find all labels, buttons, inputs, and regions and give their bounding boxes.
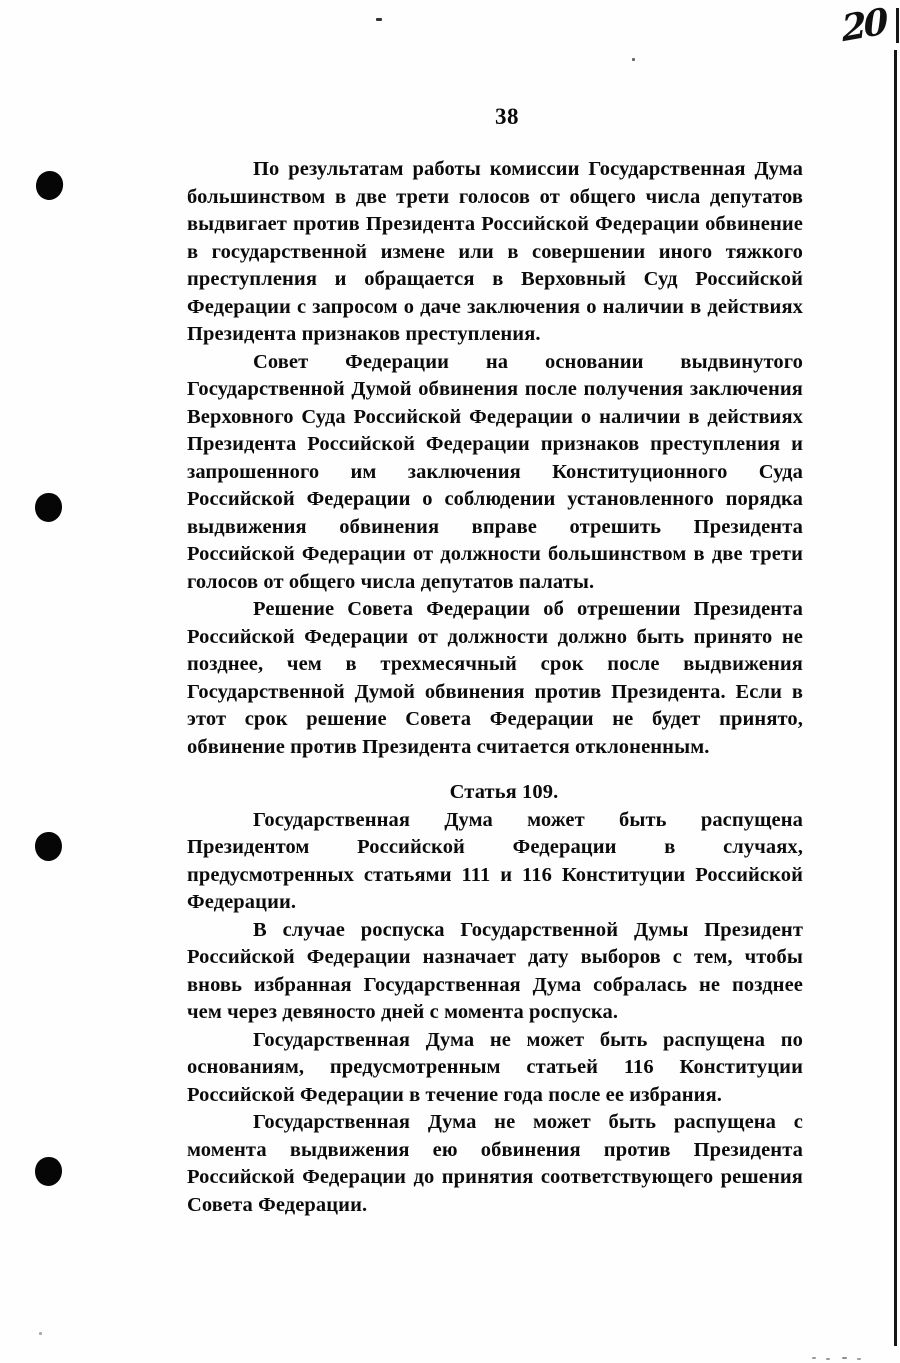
punch-hole-dot [35, 1157, 62, 1186]
paragraph-duma-dissolution-cases: Государственная Дума может быть распущена Президентом Российской Федерации в случаях, предусмотренных статьями 111 и 116 Конституции Российской Федерации. [187, 808, 803, 913]
scan-edge-line [894, 50, 897, 1346]
paragraph-no-dissolution-during-impeachment: Государственная Дума не может быть распущена с момента выдвижения ею обвинения против Президента Российской Федерации до принятия соответствующего решения Совета Федерации. [187, 1111, 803, 1216]
paragraph-duma-accusation: По результатам работы комиссии Государственная Дума большинством в две трети голосов от общего числа депутатов выдвигает против Президента Российской Федерации обвинение в государственной измене или в совершении иного тяжкого преступления и обращается в Верховный Суд Российской Федерации с запросом о даче заключения о наличии в действиях Президента признаков преступления. [187, 158, 803, 345]
scan-speck [812, 1357, 816, 1359]
punch-hole-dot [34, 169, 65, 201]
paragraph-impeachment-deadline: Решение Совета Федерации об отрешении Президента Российской Федерации от должности должно быть принято не позднее, чем в трехмесячный срок после выдвижения Государственной Думой обвинения против Президента. Если в этот срок решение Совета Федерации не будет принято, обвинение против Президента считается отклоненным. [187, 598, 803, 758]
scan-speck [632, 58, 635, 61]
punch-hole-dot [34, 831, 63, 862]
punch-hole-dot [35, 493, 62, 522]
handwritten-page-index: 20 [840, 0, 887, 51]
scan-edge-line [896, 8, 899, 43]
paragraph-no-dissolution-first-year: Государственная Дума не может быть распущена по основаниям, предусмотренным статьей 116 Конституции Российской Федерации в течение года после ее избрания. [187, 1028, 803, 1106]
scan-speck [39, 1332, 42, 1335]
article-109-heading: Статья 109. [449, 781, 559, 803]
scan-speck [842, 1357, 847, 1359]
paragraph-federation-council-impeachment: Совет Федерации на основании выдвинутого Государственной Думой обвинения после получения заключения Верховного Суда Российской Федерации о наличии в действиях Президента Российской Федерации признаков преступления и запрошенного им заключения Конституционного Суда Российской Федерации о соблюдении установленного порядка выдвижения обвинения вправе отрешить Президента Российской Федерации от должности большинством в две трети голосов от общего числа депутатов палаты. [187, 350, 803, 593]
paragraph-election-date-after-dissolution: В случае роспуска Государственной Думы Президент Российской Федерации назначает дату выборов с тем, чтобы вновь избранная Государственная Дума собралась не позднее чем через девяносто дней с момента роспуска. [187, 918, 803, 1023]
scan-speck [376, 18, 382, 21]
constitution-text-block [187, 156, 803, 1219]
page-number: 38 [495, 104, 519, 129]
scan-speck [857, 1358, 861, 1360]
scan-speck [826, 1358, 830, 1360]
